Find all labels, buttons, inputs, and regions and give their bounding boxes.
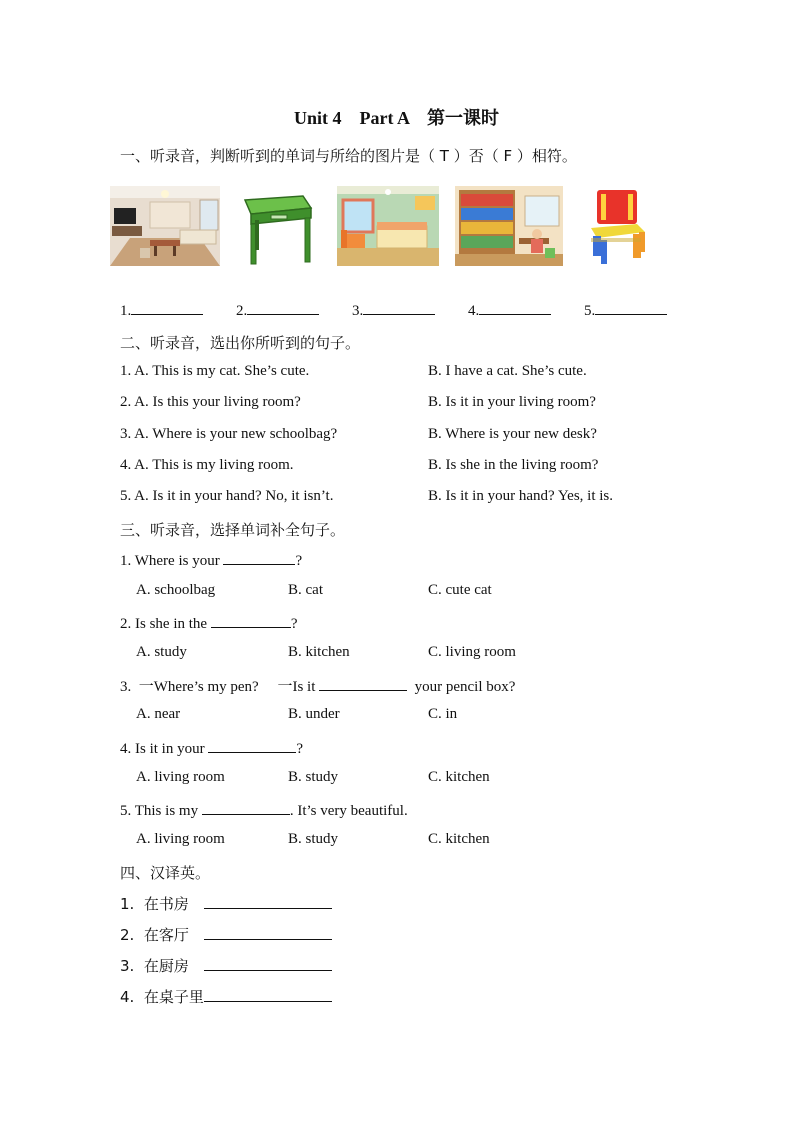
s2-item-3-a[interactable]: 3. A. Where is your new schoolbag?: [120, 426, 338, 442]
s3-q2-option-c[interactable]: C. living room: [428, 644, 516, 660]
s4-item-3: 3. 在厨房: [120, 957, 189, 975]
s4-item-4-blank[interactable]: [204, 987, 332, 1002]
section2-heading: 二、听录音，选出你所听到的句子。: [120, 334, 361, 352]
s4-item-2: 2. 在客厅: [120, 926, 189, 944]
s3-q3-option-a[interactable]: A. near: [136, 706, 181, 722]
s2-item-4-b[interactable]: B. Is she in the living room?: [428, 457, 599, 473]
study-picture: [455, 186, 563, 266]
s3-q4-option-b[interactable]: B. study: [288, 769, 339, 785]
section4-heading: 四、汉译英。: [120, 864, 211, 882]
s3-q3-blank[interactable]: [319, 676, 407, 691]
s4-item-3-blank[interactable]: [204, 956, 332, 971]
answer-slot-5[interactable]: 5.: [584, 300, 667, 320]
answer-slot-2[interactable]: 2.: [236, 300, 319, 320]
answer-slot-4[interactable]: 4.: [468, 300, 551, 320]
section3-heading: 三、听录音，选择单词补全句子。: [120, 521, 346, 539]
s2-item-3-b[interactable]: B. Where is your new desk?: [428, 426, 597, 442]
s3-q3-option-c[interactable]: C. in: [428, 706, 458, 722]
s3-q1-option-b[interactable]: B. cat: [288, 582, 323, 598]
s3-q5-blank[interactable]: [202, 800, 290, 815]
answer-slot-3[interactable]: 3.: [352, 300, 435, 320]
s3-q5-option-c[interactable]: C. kitchen: [428, 831, 490, 847]
section1-heading: 一、听录音，判断听到的单词与所给的图片是（ T ）否（ F ）相符。: [120, 147, 577, 165]
chair-picture: [587, 186, 649, 266]
living-room-picture: [110, 186, 220, 266]
s3-q1-option-c[interactable]: C. cute cat: [428, 582, 492, 598]
s4-item-2-blank[interactable]: [204, 925, 332, 940]
s4-item-1-blank[interactable]: [204, 894, 332, 909]
s3-q1-blank[interactable]: [223, 550, 295, 565]
s2-item-4-a[interactable]: 4. A. This is my living room.: [120, 457, 294, 473]
s3-q4-option-c[interactable]: C. kitchen: [428, 769, 490, 785]
s3-q5-option-a[interactable]: A. living room: [136, 831, 225, 847]
s4-item-4: 4. 在桌子里: [120, 988, 204, 1006]
table-picture: [243, 186, 313, 266]
answer-slot-1[interactable]: 1.: [120, 300, 203, 320]
bedroom-picture: [337, 186, 439, 266]
s3-question-1: 1. Where is your ?: [120, 550, 302, 570]
s3-q4-option-a[interactable]: A. living room: [136, 769, 225, 785]
s3-q1-option-a[interactable]: A. schoolbag: [136, 582, 216, 598]
s3-q2-option-b[interactable]: B. kitchen: [288, 644, 350, 660]
s3-q2-option-a[interactable]: A. study: [136, 644, 187, 660]
s3-q5-option-b[interactable]: B. study: [288, 831, 339, 847]
s3-q2-blank[interactable]: [211, 613, 291, 628]
s3-question-2: 2. Is she in the ?: [120, 613, 298, 633]
s3-q4-blank[interactable]: [208, 738, 296, 753]
s2-item-5-a[interactable]: 5. A. Is it in your hand? No, it isn’t.: [120, 488, 334, 504]
s2-item-1-a[interactable]: 1. A. This is my cat. She’s cute.: [120, 363, 310, 379]
s3-q3-option-b[interactable]: B. under: [288, 706, 340, 722]
s3-question-5: 5. This is my . It’s very beautiful.: [120, 800, 408, 820]
s2-item-1-b[interactable]: B. I have a cat. She’s cute.: [428, 363, 587, 379]
s3-question-3: 3. 一Where’s my pen? 一Is it your pencil box?: [120, 675, 515, 696]
page-title: Unit 4 Part A 第一课时: [294, 108, 499, 128]
s2-item-2-b[interactable]: B. Is it in your living room?: [428, 394, 596, 410]
s2-item-2-a[interactable]: 2. A. Is this your living room?: [120, 394, 301, 410]
s3-question-4: 4. Is it in your ?: [120, 738, 303, 758]
s4-item-1: 1. 在书房: [120, 895, 189, 913]
s2-item-5-b[interactable]: B. Is it in your hand? Yes, it is.: [428, 488, 614, 504]
